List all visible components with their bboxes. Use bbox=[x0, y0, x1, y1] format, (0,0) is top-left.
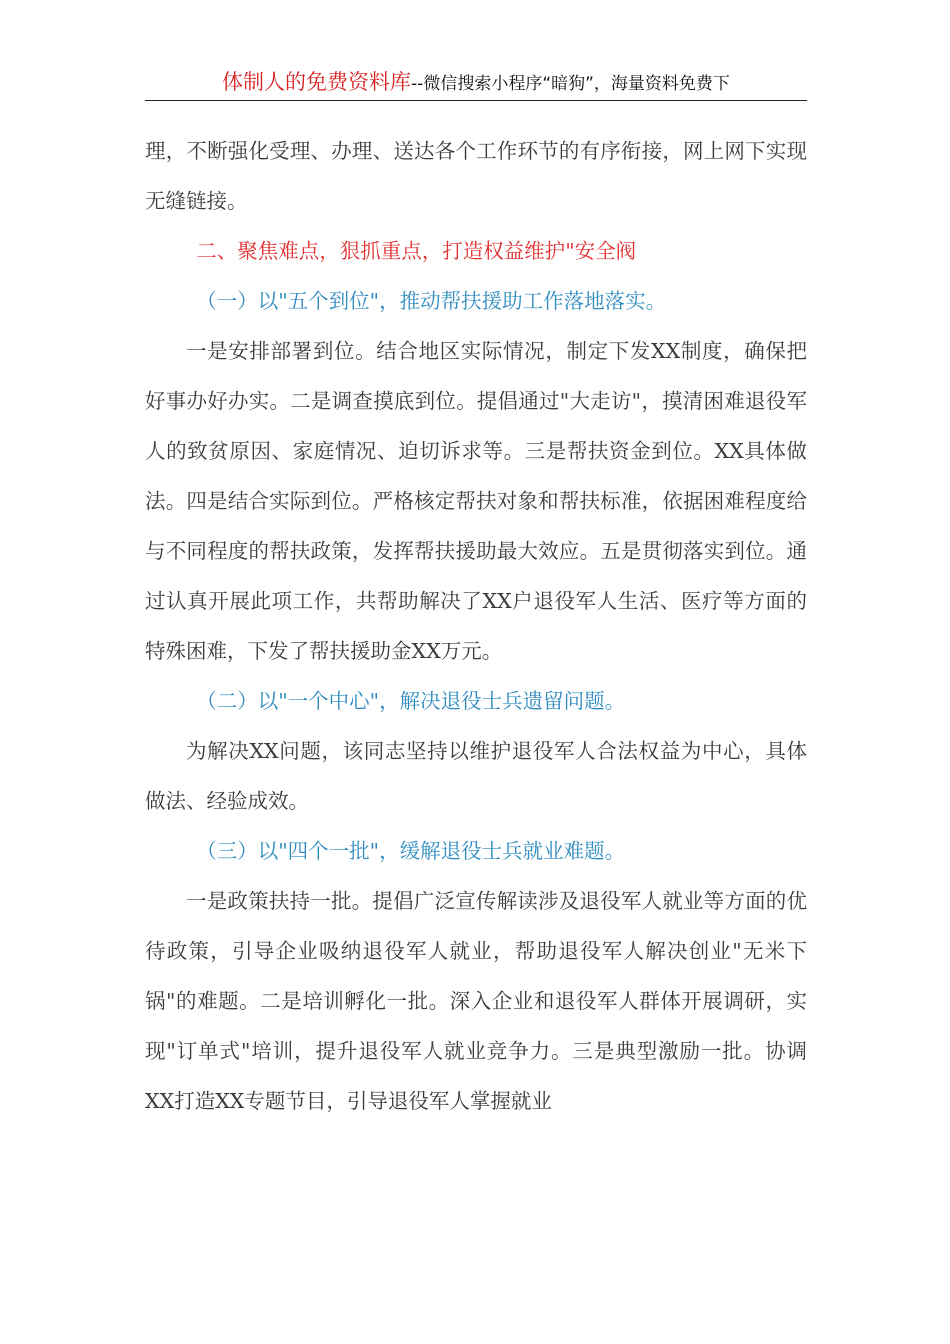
section-heading-2: 二、聚焦难点，狠抓重点，打造权益维护"安全阀 bbox=[196, 239, 637, 263]
header-brand: 体制人的免费资料库 bbox=[222, 70, 412, 94]
paragraph-continued: 理，不断强化受理、办理、送达各个工作环节的有序衔接，网上网下实现无缝链接。 bbox=[145, 139, 807, 213]
paragraph-one-center: 为解决XX问题，该同志坚持以维护退役军人合法权益为中心，具体做法、经验成效。 bbox=[145, 739, 807, 813]
subsection-heading-1: （一）以"五个到位"，推动帮扶援助工作落地落实。 bbox=[196, 289, 667, 313]
page-header bbox=[145, 66, 807, 101]
header-tagline: --微信搜索小程序“暗狗”，海量资料免费下 bbox=[411, 74, 730, 94]
subsection-heading-2: （二）以"一个中心"，解决退役士兵遗留问题。 bbox=[196, 689, 626, 713]
paragraph-four-batches: 一是政策扶持一批。提倡广泛宣传解读涉及退役军人就业等方面的优待政策，引导企业吸纳退役军人就业，帮助退役军人解决创业"无米下锅"的难题。二是培训孵化一批。深入企业和退役军人群体开展调研，实现"订单式"培训，提升退役军人就业竞争力。三是典型激励一批。协调XX打造XX专题节目，引导退役军人掌握就业 bbox=[145, 889, 807, 1113]
document-body bbox=[145, 126, 807, 1126]
subsection-heading-3: （三）以"四个一批"，缓解退役士兵就业难题。 bbox=[196, 839, 626, 863]
paragraph-five-in-place: 一是安排部署到位。结合地区实际情况，制定下发XX制度，确保把好事办好办实。二是调查摸底到位。提倡通过"大走访"，摸清困难退役军人的致贫原因、家庭情况、迫切诉求等。三是帮扶资金到位。XX具体做法。四是结合实际到位。严格核定帮扶对象和帮扶标准，依据困难程度给与不同程度的帮扶政策，发挥帮扶援助最大效应。五是贯彻落实到位。通过认真开展此项工作，共帮助解决了XX户退役军人生活、医疗等方面的特殊困难，下发了帮扶援助金XX万元。 bbox=[145, 339, 807, 663]
